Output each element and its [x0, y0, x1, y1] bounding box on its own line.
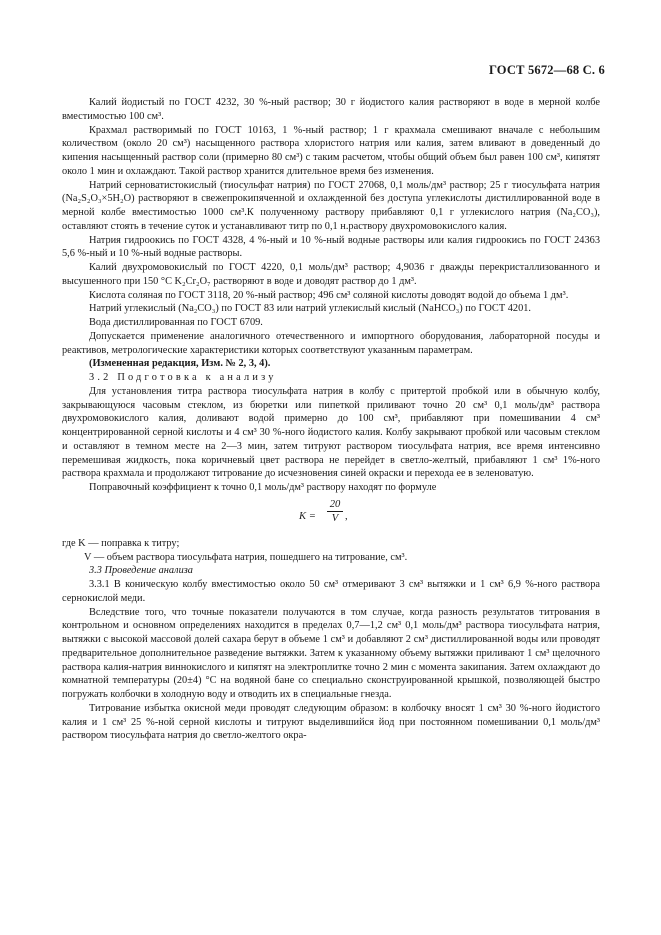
formula-denominator: V [331, 512, 339, 524]
edition-note: (Измененная редакция, Изм. № 2, 3, 4). [89, 358, 271, 370]
paragraph: Натрий углекислый (Na₂CO₃) по ГОСТ 83 или натрий углекислый кислый (NaHCO₃) по ГОСТ 4201. [89, 303, 531, 315]
where-k: где K — поправка к титру; [62, 537, 180, 549]
paragraph: Допускается применение аналогичного отечественного и импортного оборудования, лабораторной посуды и реактивов, метрологические характеристики которых соответствуют указанным параметрам. [62, 330, 600, 356]
paragraph: Титрование избытка окисной меди проводят следующим образом: в колбочку вносят 1 см³ 30 %-ного йодистого калия и 1 см³ 25 %-ной серной кислоты и титруют выделившийся йод при постоянном помешивании 0,1 моль/дм³ раствором тиосульфата натрия до светло-желтого окра- [62, 702, 600, 742]
paragraph: 3.3.1 В коническую колбу вместимостью около 50 см³ отмеривают 3 см³ вытяжки и 1 см³ 6,9 %-ного раствора сернокислой меди. [62, 579, 600, 604]
section-heading-3-3: 3.3 Проведение анализа [89, 565, 193, 577]
paragraph: Для установления титра раствора тиосульфата натрия в колбу с притертой пробкой или в обычную колбу, закрывающуюся часовым стеклом, из бюретки или пипеткой приливают точно 20 см³ 0,1 моль/дм³ раствора двухромовокислого калия, доливают водой примерно до 100 см³, прибавляют при помешивании 4 см³ концентрированной серной кислоты и 4 см³ 30 %-ного йодистого калия. Колбу закрывают пробкой или часовым стеклом и оставляют в темном месте на 2—3 мин, затем титруют раствором тиосульфата натрия, все время интенсивно перемешивая жидкость, пока коричневый цвет раствора не перейдет в светло-желтый, прибавляют 1 см³ 1%-ного раствора крахмала и продолжают титрование до исчезновения синей окраски и перехода ее в зеленоватую. [62, 385, 600, 480]
where-v: V — объем раствора тиосульфата натрия, пошедшего на титрование, см³. [84, 551, 408, 563]
paragraph: Поправочный коэффициент к точно 0,1 моль/дм³ раствору находят по формуле [89, 482, 437, 493]
formula-numerator: 20 [327, 498, 343, 512]
paragraph: Натрия гидроокись по ГОСТ 4328, 4 %-ный и 10 %-ный водные растворы или калия гидроокись по ГОСТ 24363 5,6 %-ный и 10 %-ный водные растворы. [62, 234, 600, 260]
page-header: ГОСТ 5672—68 С. 6 [488, 63, 605, 77]
paragraph: Калий йодистый по ГОСТ 4232, 30 %-ный раствор; 30 г йодистого калия растворяют в воде в мерной колбе вместимостью 100 см³. [62, 97, 600, 122]
paragraph: Вода дистиллированная по ГОСТ 6709. [89, 317, 263, 328]
formula-end: , [345, 510, 348, 522]
paragraph: Крахмал растворимый по ГОСТ 10163, 1 %-ный раствор; 1 г крахмала смешивают вначале с небольшим количеством (около 20 см³) насыщенного раствора хлористого натрия или калия, затем вливают в доведенный до кипения насыщенный раствор соли (примерно 80 см³) с таким расчетом, чтобы общий объем был равен 100 см³, кипятят около 1 мин и охлаждают. Такой раствор хранится длительное время без изменения. [62, 124, 600, 177]
formula-k [62, 495, 600, 537]
paragraph: Натрий серноватистокислый (тиосульфат натрия) по ГОСТ 27068, 0,1 моль/дм³ раствор; 25 г тиосульфата натрия (Na₂S₂O₃×5H₂O) растворяют в свежепрокипяченной и охлажденной без доступа углекислоты дистиллированной воде в мерной колбе вместимостью 1000 см³.К полученному раствору прибавляют 0,1 г углекислого натрия (Na₂CO₃), оставляют стоять в течение суток и устанавливают титр по 0,1 н.раствору двухромовокислого калия. [62, 179, 600, 232]
section-heading-3-2: 3.2 Подготовка к анализу [89, 372, 277, 383]
document-body [62, 96, 600, 743]
paragraph: Калий двухромовокислый по ГОСТ 4220, 0,1 моль/дм³ раствор; 4,9036 г дважды перекристаллизованного и высушенного при 150 °C K₂Cr₂O₇ растворяют в воде и доводят раствор до 1 дм³. [62, 262, 600, 287]
formula-fraction [327, 498, 343, 526]
paragraph: Вследствие того, что точные показатели получаются в том случае, когда разность результатов титрования в контрольном и основном определениях находится в пределах 0,7—1,2 см³ 0,1 моль/дм³ раствора тиосульфата натрия, вытяжки с высокой массовой долей сахара берут в объеме 1 см³ и добавляют 2 см³ дистиллированной воды или проводят предварительное дополнительное разведение вытяжки. Затем к указанному объему вытяжки приливают 1 см³ щелочного раствора калия-натрия виннокислого и кипятят на электроплитке точно 2 мин с момента закипания. Затем охлаждают до комнатной температуры (20±4) °C на водяной бане со специально сконструированной крышкой, позволяющей быстро погружать колбочки в холодную воду и отводить их в специальные гнезда. [62, 606, 600, 700]
paragraph: Кислота соляная по ГОСТ 3118, 20 %-ный раствор; 496 см³ соляной кислоты доводят водой до объема 1 дм³. [89, 289, 569, 301]
formula-lhs: K = [299, 510, 316, 522]
